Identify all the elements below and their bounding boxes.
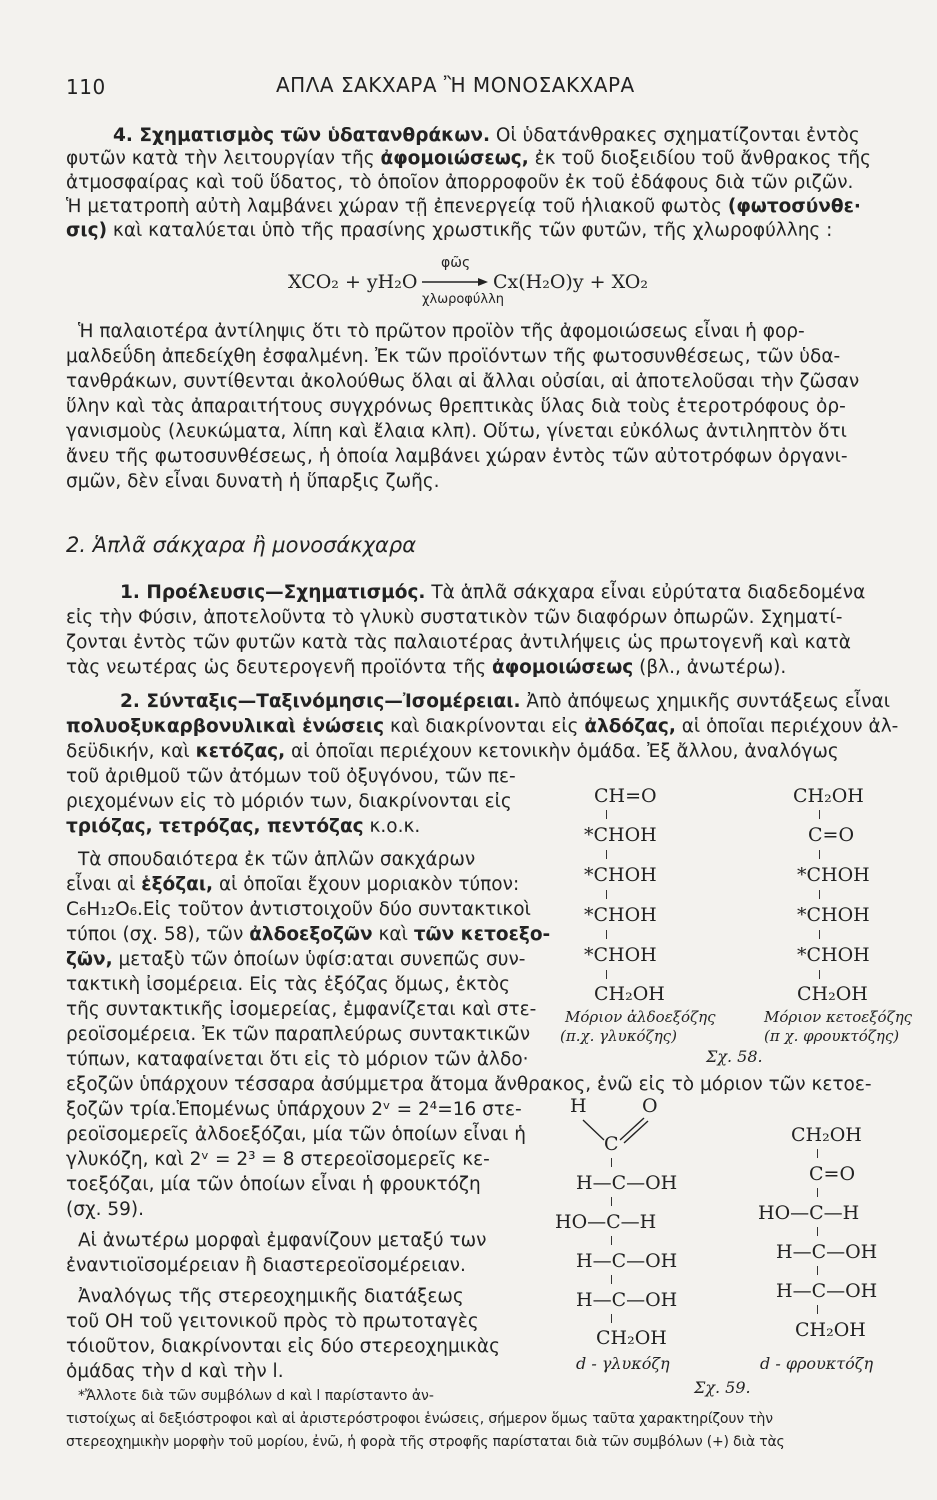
ald-atom-1: CH=O xyxy=(594,785,657,807)
s1-line-4-c: (βλ., ἀνωτέρω). xyxy=(633,657,787,678)
s2-p2-line-11: ξοζῶν τρία.Ἑπομένως ὑπάρχουν 2ᵛ = 2⁴=16 στε- xyxy=(66,1099,522,1120)
s2-line-2-b: καὶ διακρίνονται εἰς xyxy=(384,716,585,737)
s2-p2-line-3: C₆H₁₂O₆.Εἰς τοῦτον ἀντιστοιχοῦν δύο συντακτικοὶ xyxy=(66,899,531,920)
s2-line-5: ριεχομένων εἰς τὸ μόριόν των, διακρίνονται εἰς xyxy=(66,791,512,812)
glu-top-h: H xyxy=(570,1095,587,1117)
s2-p2-line-5-b: μεταξὺ τῶν ὁποίων ὑφίσ:αται συνεπῶς συν- xyxy=(112,949,526,970)
s2-p2-line-4-a: τύποι (σχ. 58), τῶν xyxy=(66,924,250,945)
s2-line-3-c: αἱ ὁποῖαι περιέχουν κετονικὴν ὁμάδα. Ἐξ ἄλλου, ἀναλόγως xyxy=(285,741,839,762)
s2-p3-line-1: Αἱ ἀνωτέρω μορφαὶ ἐμφανίζουν μεταξύ των xyxy=(78,1230,487,1251)
glu-bond-4 xyxy=(611,1275,612,1284)
footnote-line-1: *Ἄλλοτε διὰ τῶν συμβόλων d καὶ l παρίσταντο ἀν- xyxy=(78,1388,434,1404)
equation-above: φῶς xyxy=(441,255,471,271)
s4-heading: 4. Σχηματισμὸς τῶν ὑδατανθράκων. xyxy=(113,125,491,146)
s2-p2-line-4-c: καὶ xyxy=(372,924,414,945)
glu-bond-3 xyxy=(611,1236,612,1245)
ket-atom-3: *CHOH xyxy=(797,864,870,886)
fig58-caption-aldose-2: (π.χ. γλυκόζης) xyxy=(560,1027,677,1045)
ald-atom-5: *CHOH xyxy=(584,944,657,966)
s2-p4-line-1: Ἀναλόγως τῆς στερεοχημικῆς διατάξεως xyxy=(78,1286,464,1307)
section-2-title: 2. Ἁπλᾶ σάκχαρα ἢ μονοσάκχαρα xyxy=(66,533,417,557)
p2-line-4: ὕλην καὶ τὰς ἀπαραιτήτους συγχρόνως θρεπτικὰς ὕλας διὰ τοὺς ἑτεροτρόφους ὀρ- xyxy=(66,396,846,417)
s1-heading: 1. Προέλευσις—Σχηματισμός. xyxy=(120,582,426,603)
s2-p2-line-2-a: εἶναι αἱ xyxy=(66,874,142,895)
s2-p2-line-12: ρεοϊσομερεῖς ἀλδοεξόζαι, μία τῶν ὁποίων εἶναι ἡ xyxy=(66,1124,526,1145)
term-ketohexoses: τῶν κετοεξο- xyxy=(413,924,551,945)
fru-row-2: C=O xyxy=(809,1163,856,1185)
s1-line-2: εἰς τὴν Φύσιν, ἀποτελοῦντα τὸ γλυκὺ συστατικὸν τῶν διαφόρων ὀπωρῶν. Σχηματί- xyxy=(66,607,843,628)
fru-row-4: H—C—OH xyxy=(776,1241,878,1263)
s2-line-4: τοῦ ἀριθμοῦ τῶν ἀτόμων τοῦ ὀξυγόνου, τῶν πε- xyxy=(66,766,516,787)
glu-row-6: CH₂OH xyxy=(596,1327,667,1349)
s2-p2-line-15: (σχ. 59). xyxy=(66,1199,145,1220)
s2-p2-line-2-c: αἱ ὁποῖαι ἔχουν μοριακὸν τύπον: xyxy=(213,874,520,895)
equation-right: Cx(H₂O)y + XO₂ xyxy=(493,271,648,293)
term-assimilation: ἀφομοιώσεως, xyxy=(380,148,529,169)
equation-left: XCO₂ + yH₂O xyxy=(288,271,418,293)
fru-bond-2 xyxy=(817,1188,818,1197)
footnote-line-2: τιστοίχως αἱ δεξιόστροφοι καὶ αἱ ἀριστερόστροφοι ἑνώσεις, σήμερον ὅμως ταῦτα χαρακτηρίζουν τὴν xyxy=(66,1411,773,1427)
glu-bond-1 xyxy=(611,1158,612,1167)
glu-top-o: O xyxy=(642,1095,658,1117)
p2-line-1: Ἡ παλαιοτέρα ἀντίληψις ὅτι τὸ πρῶτον προϊὸν τῆς ἀφομοιώσεως εἶναι ἡ φορ- xyxy=(78,321,805,342)
fig58-caption-ketose-1: Μόριον κετοεξόζης xyxy=(764,1008,913,1026)
s4-line-2-a: φυτῶν κατὰ τὴν λειτουργίαν τῆς xyxy=(66,148,381,169)
ald-atom-6: CH₂OH xyxy=(594,983,665,1005)
p2-line-5: γανισμοὺς (λευκώματα, λίπη καὶ ἔλαια κλπ). Οὕτω, γίνεται εὐκόλως ἀντιληπτὸν ὅτι xyxy=(66,421,847,442)
glu-bond-5 xyxy=(611,1314,612,1323)
term-photosynthesis: (φωτοσύνθε· xyxy=(727,196,861,217)
s2-p2-line-7: τῆς συντακτικῆς ἰσομερείας, ἐμφανίζεται καὶ στε- xyxy=(66,999,537,1020)
s2-p4-line-4: ὁμάδας τὴν d καὶ τὴν l. xyxy=(66,1361,284,1382)
s4-line-4-a: Ἡ μετατροπὴ αὐτὴ λαμβάνει χώραν τῇ ἐπενεργείᾳ τοῦ ἡλιακοῦ φωτὸς xyxy=(66,196,728,217)
ket-atom-1: CH₂OH xyxy=(793,785,864,807)
fru-bond-3 xyxy=(817,1227,818,1236)
p2-line-7: σμῶν, δὲν εἶναι δυνατὴ ἡ ὕπαρξις ζωῆς. xyxy=(66,471,440,492)
glu-row-3: HO—C—H xyxy=(555,1211,657,1233)
term-aldohexoses: ἀλδοεξοζῶν xyxy=(249,924,373,945)
ket-atom-2: C=O xyxy=(808,824,855,846)
s2-line-6-b: κ.ο.κ. xyxy=(363,816,421,837)
ket-atom-6: CH₂OH xyxy=(797,983,868,1005)
p2-line-2: μαλδεΰδη ἀπεδείχθη ἐσφαλμένη. Ἐκ τῶν προϊόντων τῆς φωτοσυνθέσεως, τῶν ὑδα- xyxy=(66,346,841,367)
fru-bond-5 xyxy=(817,1305,818,1314)
term-trioses: τριόζας, τετρόζας, πεντόζας xyxy=(66,816,364,837)
term-ketohexoses-end: ζῶν, xyxy=(66,949,113,970)
term-ketoses: κετόζας, xyxy=(195,741,286,762)
term-aldoses: ἀλδόζας, xyxy=(584,716,676,737)
glu-row-4: H—C—OH xyxy=(576,1250,678,1272)
page-number: 110 xyxy=(66,75,106,99)
s2-p2-line-13: γλυκόζη, καὶ 2ᵛ = 2³ = 8 στερεοϊσομερεῖς κε- xyxy=(66,1149,490,1170)
s2-p3-line-2: ἐναντιοϊσομέρειαν ἢ διαστερεοϊσομέρειαν. xyxy=(66,1255,466,1276)
s4-line-2-c: ἐκ τοῦ διοξειδίου τοῦ ἄνθρακος τῆς xyxy=(528,148,871,169)
fig58-caption-ketose-2: (π χ. φρουκτόζης) xyxy=(764,1027,900,1045)
s2-p2-line-8: ρεοϊσομέρεια. Ἐκ τῶν παραπλεύρως συντακτικῶν xyxy=(66,1024,531,1045)
s2-p2-line-1: Τὰ σπουδαιότερα ἐκ τῶν ἁπλῶν σακχάρων xyxy=(78,849,476,870)
ket-atom-4: *CHOH xyxy=(797,904,870,926)
term-hexoses: ἑξόζαι, xyxy=(141,874,214,895)
glu-row-2: H—C—OH xyxy=(576,1172,678,1194)
fru-row-6: CH₂OH xyxy=(795,1319,866,1341)
s4-line-1-text: Οἱ ὑδατάνθρακες σχηματίζονται ἐντὸς xyxy=(490,125,860,146)
fru-bond-4 xyxy=(817,1266,818,1275)
s1-line-1-text: Τὰ ἁπλᾶ σάκχαρα εἶναι εὐρύτατα διαδεδομένα xyxy=(425,582,866,603)
fru-row-5: H—C—OH xyxy=(776,1280,878,1302)
fig59-caption-fructose: d - φρουκτόζη xyxy=(760,1354,874,1373)
fig58-caption-aldose-1: Μόριον ἀλδοεξόζης xyxy=(565,1008,716,1026)
fru-row-1: CH₂OH xyxy=(791,1124,862,1146)
s2-p2-line-10: εξοζῶν ὑπάρχουν τέσσαρα ἀσύμμετρα ἄτομα ἄνθρακος, ἐνῶ εἰς τὸ μόριον τῶν κετοε- xyxy=(66,1074,872,1095)
s2-heading: 2. Σύνταξις—Ταξινόμησις—Ἰσομέρειαι. xyxy=(120,691,521,712)
s1-line-4-a: τὰς νεωτέρας ὡς δευτερογενῆ προϊόντα τῆς xyxy=(66,657,492,678)
fig59-caption-glucose: d - γλυκόζη xyxy=(576,1354,670,1373)
s1-line-3: ζονται ἐντὸς τῶν φυτῶν κατὰ τὰς παλαιοτέρας ἀντιλήψεις ὡς πρωτογενῆ καὶ κατὰ xyxy=(66,632,851,653)
s2-line-1-text: Ἀπὸ ἀπόψεως χημικῆς συντάξεως εἶναι xyxy=(520,691,890,712)
term-assimilation-2: ἀφομοιώσεως xyxy=(491,657,634,678)
fig58-label: Σχ. 58. xyxy=(706,1047,763,1066)
s2-p2-line-6: τακτικὴ ἰσομέρεια. Εἰς τὰς ἑξόζας ὅμως, ἐκτὸς xyxy=(66,974,510,995)
term-photosynthesis-end: σις) xyxy=(66,220,108,241)
running-title: ΑΠΛΑ ΣΑΚΧΑΡΑ Ἢ ΜΟΝΟΣΑΚΧΑΡΑ xyxy=(276,73,635,97)
s2-p2-line-14: τοεξόζαι, μία τῶν ὁποίων εἶναι ἡ φρουκτόζη xyxy=(66,1174,481,1195)
ket-atom-5: *CHOH xyxy=(797,944,870,966)
s2-line-3-a: δεϋδικήν, καὶ xyxy=(66,741,196,762)
glu-c1: C xyxy=(604,1133,619,1155)
glu-row-5: H—C—OH xyxy=(576,1289,678,1311)
s4-line-5-b: καὶ καταλύεται ὑπὸ τῆς πρασίνης χρωστικῆς τῶν φυτῶν, τῆς χλωροφύλλης : xyxy=(107,220,833,241)
ald-atom-3: *CHOH xyxy=(584,864,657,886)
fru-row-3: HO—C—H xyxy=(758,1202,860,1224)
footnote-line-3: στερεοχημικὴν μορφὴν τοῦ μορίου, ἐνῶ, ἡ φορὰ τῆς στροφῆς παρίσταται διὰ τῶν συμβόλων (+) διὰ τὰς xyxy=(66,1434,785,1450)
term-polyhydroxy: πολυοξυκαρβονυλικαὶ ἑνώσεις xyxy=(66,716,385,737)
fru-bond-1 xyxy=(817,1149,818,1158)
fig59-label: Σχ. 59. xyxy=(694,1378,751,1397)
equation-below: χλωροφύλλη xyxy=(422,292,505,307)
glu-bond-2 xyxy=(611,1197,612,1206)
s2-p4-line-3: τόιοῦτον, διακρίνονται εἰς δύο στερεοχημικὰς xyxy=(66,1336,500,1357)
s2-p2-line-9: τύπων, καταφαίνεται ὅτι εἰς τὸ μόριον τῶν ἀλδο· xyxy=(66,1049,529,1070)
s2-p4-line-2: τοῦ ΟΗ τοῦ γειτονικοῦ πρὸς τὸ πρωτοταγὲς xyxy=(66,1311,479,1332)
p2-line-3: τανθράκων, συντίθενται ἀκολούθως ὅλαι αἱ ἄλλαι οὐσίαι, αἱ ἀποτελοῦσαι τὴν ζῶσαν xyxy=(66,371,860,392)
s2-line-2-d: αἱ ὁποῖαι περιέχουν ἀλ- xyxy=(675,716,899,737)
ald-atom-2: *CHOH xyxy=(584,824,657,846)
s4-line-3: ἀτμοσφαίρας καὶ τοῦ ὕδατος, τὸ ὁποῖον ἀπορροφοῦν ἐκ τοῦ ἐδάφους διὰ τῶν ριζῶν. xyxy=(66,172,854,193)
p2-line-6: ἄνευ τῆς φωτοσυνθέσεως, ἡ ὁποία λαμβάνει χώραν ἐντὸς τῶν αὐτοτρόφων ὀργανι- xyxy=(66,446,848,467)
ald-atom-4: *CHOH xyxy=(584,904,657,926)
